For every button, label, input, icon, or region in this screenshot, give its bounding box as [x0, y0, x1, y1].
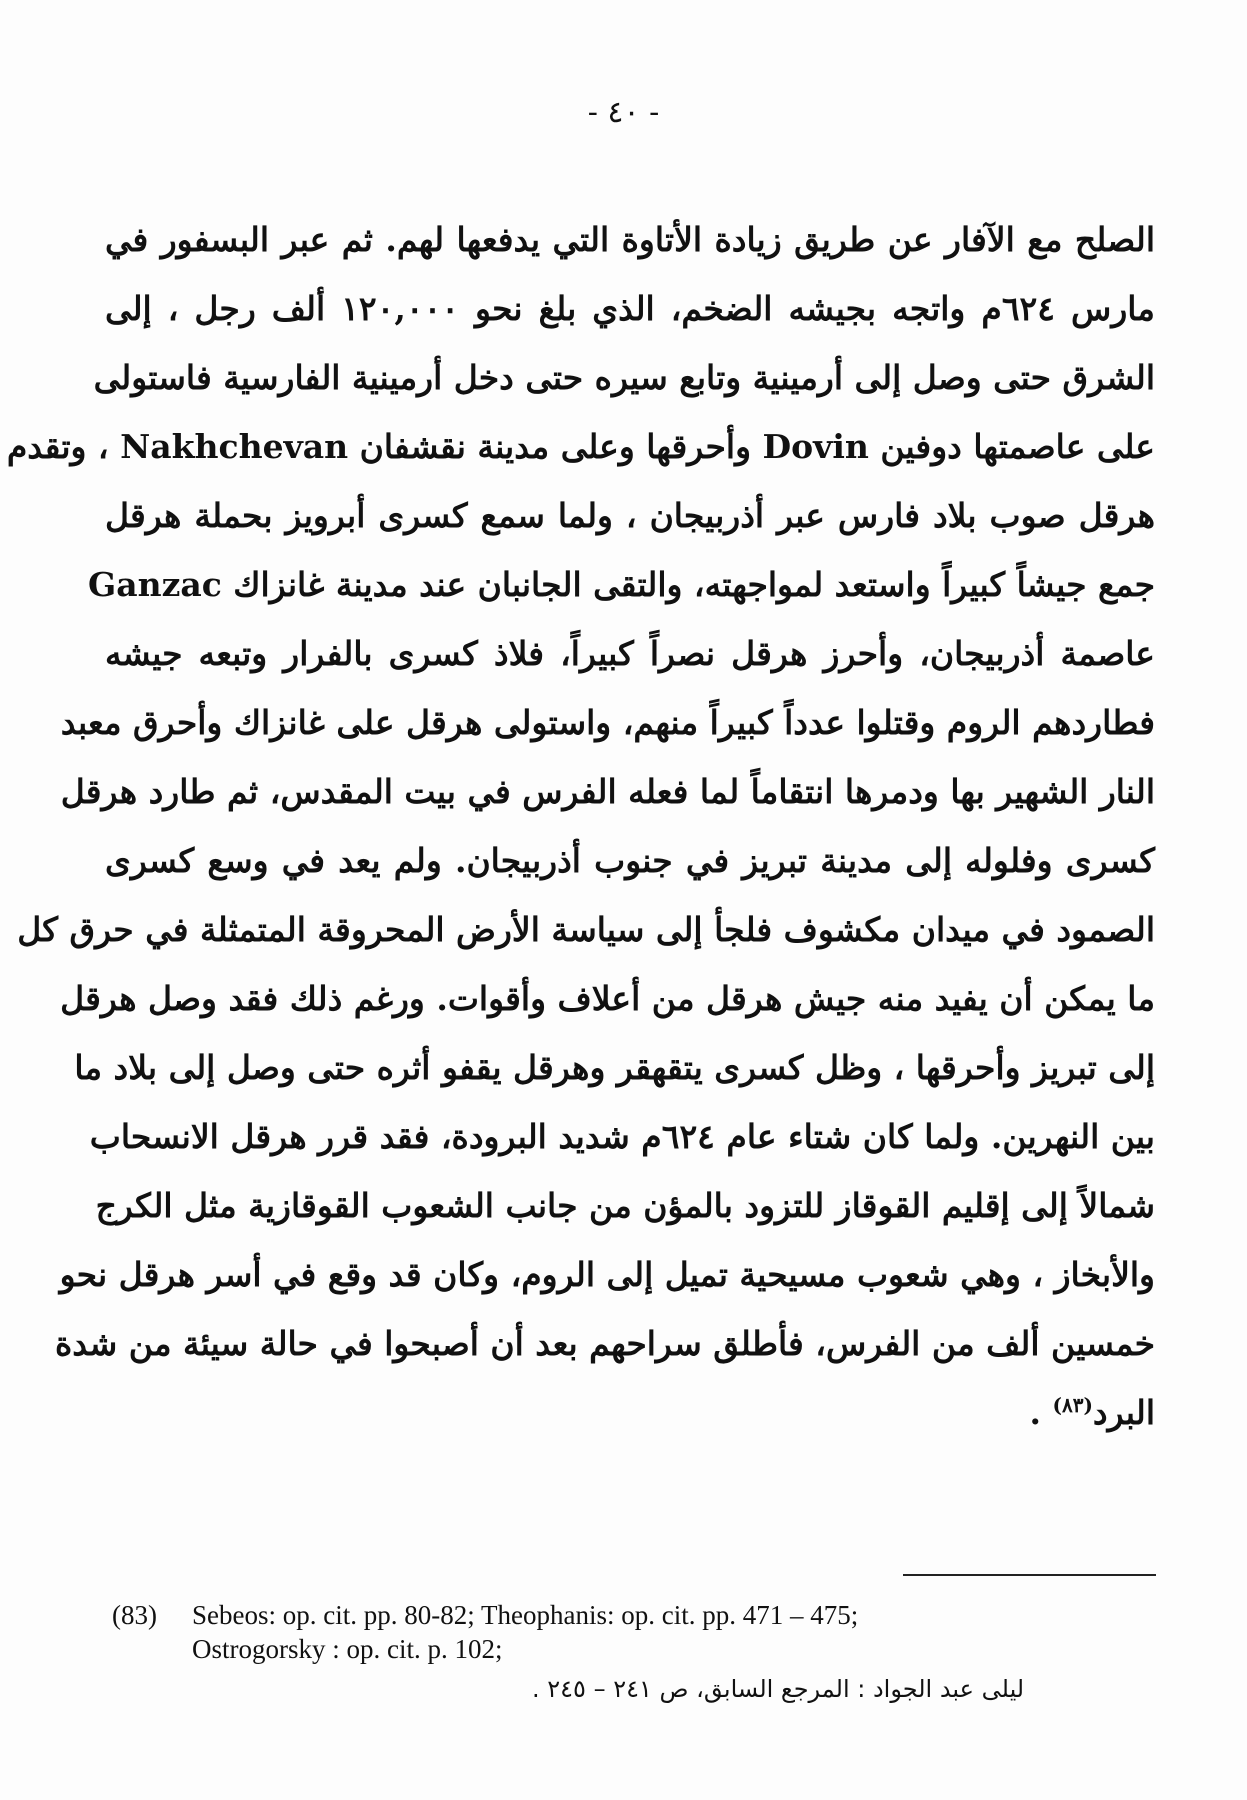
- footnote-arabic-citation: ليلى عبد الجواد : المرجع السابق، ص ٢٤١ – ٢٤٥ .: [532, 1675, 1025, 1703]
- footnote-line-1: [112, 1598, 1162, 1632]
- footnote-reference[interactable]: (٨٣): [1052, 1393, 1093, 1417]
- text-line-last: [105, 1378, 1155, 1447]
- last-line-tail: .: [1029, 1393, 1053, 1432]
- text-line-14: بين النهرين. ولما كان شتاء عام ٦٢٤م شديد البرودة، فقد قرر هرقل الانسحاب: [89, 1117, 1155, 1156]
- footnote-number: (83): [112, 1600, 157, 1630]
- footnote-citation-2: Ostrogorsky : op. cit. p. 102;: [192, 1634, 503, 1664]
- text-line-12: ما يمكن أن يفيد منه جيش هرقل من أعلاف وأقوات. ورغم ذلك فقد وصل هرقل: [60, 979, 1155, 1018]
- text-line-10: كسرى وفلوله إلى مدينة تبريز في جنوب أذربيجان. ولم يعد في وسع كسرى: [105, 841, 1155, 880]
- text-line-17: خمسين ألف من الفرس، فأطلق سراحهم بعد أن أصبحوا في حالة سيئة من شدة: [54, 1324, 1155, 1363]
- text-line-3: الشرق حتى وصل إلى أرمينية وتابع سيره حتى دخل أرمينية الفارسية فاستولى: [93, 358, 1155, 397]
- text-line-13: إلى تبريز وأحرقها ، وظل كسرى يتقهقر وهرقل يقفو أثره حتى وصل إلى بلاد ما: [74, 1048, 1155, 1087]
- text-line-11: الصمود في ميدان مكشوف فلجأ إلى سياسة الأرض المحروقة المتمثلة في حرق كل: [17, 910, 1155, 949]
- text-line-4: على عاصمتها دوفين Dovin وأحرقها وعلى مدينة نقشفان Nakhchevan ، وتقدم: [6, 427, 1155, 466]
- footnote-divider: [903, 1574, 1156, 1576]
- page-number: - ٤٠ -: [587, 95, 660, 130]
- text-line-8: فطاردهم الروم وقتلوا عدداً كبيراً منهم، واستولى هرقل على غانزاك وأحرق معبد: [60, 703, 1155, 742]
- text-line-16: والأبخاز ، وهي شعوب مسيحية تميل إلى الروم، وكان قد وقع في أسر هرقل نحو: [59, 1255, 1155, 1294]
- footnote-citation-1: Sebeos: op. cit. pp. 80-82; Theophanis: op. cit. pp. 471 – 475;: [192, 1600, 859, 1630]
- text-line-7: عاصمة أذربيجان، وأحرز هرقل نصراً كبيراً، فلاذ كسرى بالفرار وتبعه جيشه: [105, 634, 1155, 673]
- text-line-9: النار الشهير بها ودمرها انتقاماً لما فعله الفرس في بيت المقدس، ثم طارد هرقل: [60, 772, 1155, 811]
- text-line-6: جمع جيشاً كبيراً واستعد لمواجهته، والتقى الجانبان عند مدينة غانزاك Ganzac: [88, 565, 1155, 604]
- text-line-2: مارس ٦٢٤م واتجه بجيشه الضخم، الذي بلغ نحو ١٢٠,٠٠٠ ألف رجل ، إلى: [105, 289, 1155, 328]
- footnote: [112, 1598, 1162, 1706]
- text-line-5: هرقل صوب بلاد فارس عبر أذربيجان ، ولما سمع كسرى أبرويز بحملة هرقل: [105, 496, 1155, 535]
- text-line-15: شمالاً إلى إقليم القوقاز للتزود بالمؤن من جانب الشعوب القوقازية مثل الكرج: [95, 1186, 1155, 1225]
- body-text: [6, 205, 1155, 1447]
- text-line-1: الصلح مع الآفار عن طريق زيادة الأتاوة التي يدفعها لهم. ثم عبر البسفور في: [105, 220, 1155, 259]
- last-line-text: البرد: [1092, 1393, 1155, 1432]
